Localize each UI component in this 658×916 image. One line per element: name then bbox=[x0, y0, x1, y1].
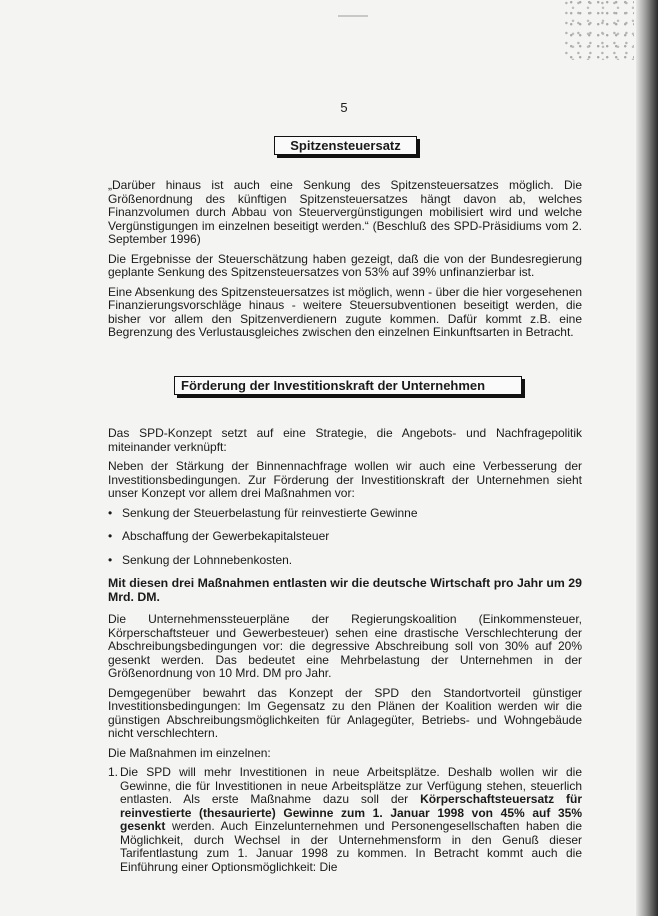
section-investitionskraft-body bbox=[108, 427, 582, 880]
section-title-spitzensteuersatz: Spitzensteuersatz bbox=[274, 136, 417, 155]
paragraph: Neben der Stärkung der Binnennachfrage wollen wir auch eine Verbesserung der Investitionsbedingungen. Zur Förderung der Investitionskraft der Unternehmen sieht unser Konzept vor allem drei Maßnahmen vor: bbox=[108, 459, 582, 500]
page-shadow-edge bbox=[636, 0, 658, 916]
paragraph: Die Unternehmenssteuerpläne der Regierungskoalition (Einkommensteuer, Körperschaftsteuer und Gewerbesteuer) sehen eine drastische Verschlechterung der Abschreibungsbedingungen vor: die degressive Abschreibung soll von 30% auf 20% gesenkt werden. Das bedeutet eine Mehrbelastung der Unternehmen in der Größenordnung von 10 Mrd. DM pro Jahr. bbox=[108, 612, 582, 680]
item-number: 1. bbox=[108, 765, 119, 779]
section-spitzensteuersatz-body bbox=[108, 179, 582, 346]
bold-statement: Mit diesen drei Maßnahmen entlasten wir die deutsche Wirtschaft pro Jahr um 29 Mrd. DM. bbox=[108, 576, 582, 604]
numbered-item-1 bbox=[108, 766, 582, 874]
paragraph: Eine Absenkung des Spitzensteuersatzes ist möglich, wenn - über die hier vorgesehenen Finanzierungsvorschläge hinaus - weitere Steuersubventionen beseitigt werden, die bisher vor allem den Spitzenverdienern zugute kommen. Dafür kommt z.B. eine Begrenzung des Verlustausgleiches zwischen den einzelnen Einkunftsarten in Betracht. bbox=[108, 284, 582, 339]
item-bold-text: Körperschaftsteuersatz für reinvestierte (thesaurierte) Gewinne zum 1. Januar 1998 von 45% auf 35% gesenkt bbox=[120, 792, 582, 833]
section-title-investitionskraft: Förderung der Investitionskraft der Unternehmen bbox=[174, 376, 522, 395]
measures-list bbox=[108, 507, 582, 568]
list-item: • Senkung der Lohnnebenkosten. bbox=[108, 554, 582, 568]
paragraph: Die Maßnahmen im einzelnen: bbox=[108, 745, 271, 760]
scan-noise bbox=[564, 0, 634, 60]
list-item: • Abschaffung der Gewerbekapitalsteuer bbox=[108, 530, 582, 544]
scan-artifact bbox=[338, 15, 368, 17]
page-number: 5 bbox=[340, 100, 348, 115]
paragraph: Das SPD-Konzept setzt auf eine Strategie, die Angebots- und Nachfragepolitik miteinander verknüpft: bbox=[108, 426, 582, 454]
paragraph: „Darüber hinaus ist auch eine Senkung des Spitzensteuersatzes möglich. Die Größenordnung des künftigen Spitzensteuersatzes hängt davon ab, welches Finanzvolumen durch Abbau von Steuervergünstigungen mobilisiert wird und welche Vergünstigungen im einzelnen beseitigt werden.“ (Beschluß des SPD-Präsidiums vom 2. September 1996) bbox=[108, 178, 582, 246]
list-item: • Senkung der Steuerbelastung für reinvestierte Gewinne bbox=[108, 507, 582, 521]
paragraph: Demgegenüber bewahrt das Konzept der SPD den Standortvorteil günstiger Investitionsbedingungen: Im Gegensatz zu den Plänen der Koalition werden wir die günstigen Abschreibungsmöglichkeiten für Anlagegüter, Betriebs- und Wohngebäude nicht verschlechtern. bbox=[108, 685, 582, 740]
paragraph: Die Ergebnisse der Steuerschätzung haben gezeigt, daß die von der Bundesregierung geplante Senkung des Spitzensteuersatzes von 53% auf 39% unfinanzierbar ist. bbox=[108, 251, 582, 279]
item-text: Die SPD will mehr Investitionen in neue Arbeitsplätze. Deshalb wollen wir die Gewinne, die für Investitionen in neue Arbeitsplätze zur Verfügung stehen, steuerlich entlasten. Als erste Maßnahme dazu soll der bbox=[120, 765, 582, 806]
item-text: werden. Auch Einzelunternehmen und Personengesellschaften haben die Möglichkeit, durch Wechsel in der Unternehmensform in den Genuß dieser Tarifentlastung zum 1. Januar 1998 zu kommen. In Betracht kommt auch die Einführung einer Optionsmöglichkeit: Die bbox=[120, 819, 582, 874]
